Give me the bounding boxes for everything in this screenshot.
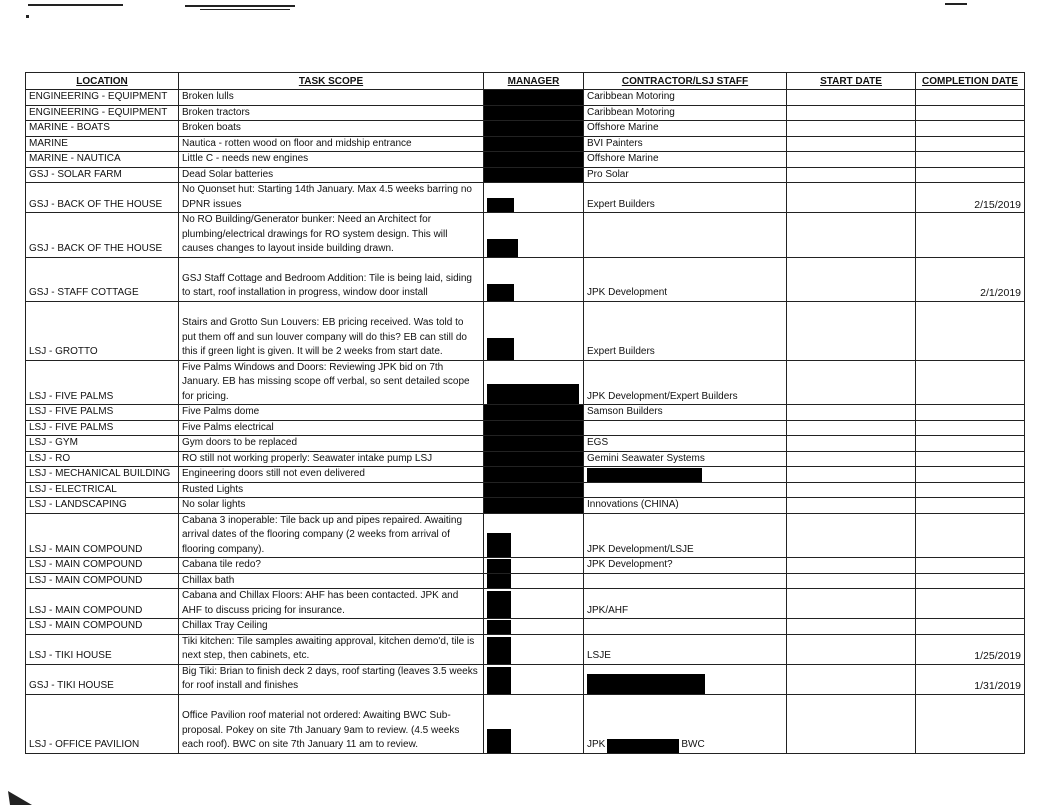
manager-redacted-cell xyxy=(484,152,584,168)
manager-redaction-block xyxy=(487,198,514,212)
start-date-cell xyxy=(787,405,916,421)
manager-redacted-cell xyxy=(484,121,584,137)
manager-redaction-block xyxy=(487,574,511,588)
start-date-cell xyxy=(787,694,916,753)
scan-artifact-line xyxy=(185,5,295,7)
scope-cell: Cabana and Chillax Floors: AHF has been contacted. JPK and AHF to discuss pricing for insurance. xyxy=(179,589,484,619)
table-row xyxy=(26,558,1025,574)
manager-cell xyxy=(484,558,584,574)
start-date-cell xyxy=(787,436,916,452)
contractor-redaction-block xyxy=(607,739,679,753)
scope-cell: Cabana 3 inoperable: Tile back up and pipes repaired. Awaiting arrival dates of the flooring company (2 weeks from arrival of flooring company). xyxy=(179,513,484,558)
contractor-cell: Expert Builders xyxy=(584,301,787,360)
location-cell: LSJ - MAIN COMPOUND xyxy=(26,589,179,619)
manager-redacted-cell xyxy=(484,405,584,421)
contractor-text-tail: BWC xyxy=(681,739,705,750)
table-row xyxy=(26,513,1025,558)
table-row xyxy=(26,482,1025,498)
contractor-cell: EGS xyxy=(584,436,787,452)
header-row xyxy=(26,73,1025,90)
scope-cell: Tiki kitchen: Tile samples awaiting approval, kitchen demo'd, tile is next step, then cabinets, etc. xyxy=(179,634,484,664)
manager-redaction-block xyxy=(487,384,579,404)
start-date-cell xyxy=(787,121,916,137)
manager-redacted-cell xyxy=(484,136,584,152)
table-row xyxy=(26,420,1025,436)
contractor-cell: Expert Builders xyxy=(584,183,787,213)
contractor-cell xyxy=(584,664,787,694)
contractor-cell: Innovations (CHINA) xyxy=(584,498,787,514)
scope-cell: No RO Building/Generator bunker: Need an Architect for plumbing/electrical drawings for RO system design. This will causes changes to layout inside building drawn. xyxy=(179,213,484,258)
table-row xyxy=(26,467,1025,483)
table-row xyxy=(26,257,1025,301)
header-location: LOCATION xyxy=(26,73,179,90)
completion-date-cell xyxy=(916,301,1025,360)
task-table xyxy=(25,72,1025,754)
completion-date-cell xyxy=(916,573,1025,589)
completion-date-cell xyxy=(916,558,1025,574)
scope-cell: Cabana tile redo? xyxy=(179,558,484,574)
contractor-redaction-block xyxy=(587,674,705,694)
completion-date-cell: 2/15/2019 xyxy=(916,183,1025,213)
location-cell: LSJ - MAIN COMPOUND xyxy=(26,573,179,589)
manager-redaction-block xyxy=(487,667,511,694)
start-date-cell xyxy=(787,513,916,558)
contractor-cell: Pro Solar xyxy=(584,167,787,183)
location-cell: LSJ - FIVE PALMS xyxy=(26,420,179,436)
scope-cell: Broken tractors xyxy=(179,105,484,121)
contractor-cell: LSJE xyxy=(584,634,787,664)
completion-date-cell xyxy=(916,152,1025,168)
contractor-cell xyxy=(584,694,787,753)
table-row xyxy=(26,167,1025,183)
contractor-cell: JPK Development/Expert Builders xyxy=(584,360,787,405)
manager-redacted-cell xyxy=(484,482,584,498)
contractor-text: JPK xyxy=(587,739,606,750)
completion-date-cell xyxy=(916,482,1025,498)
completion-date-cell: 1/31/2019 xyxy=(916,664,1025,694)
table-row xyxy=(26,619,1025,635)
scope-cell: Five Palms electrical xyxy=(179,420,484,436)
manager-cell xyxy=(484,664,584,694)
manager-redacted-cell xyxy=(484,498,584,514)
header-contractor: CONTRACTOR/LSJ STAFF xyxy=(584,73,787,90)
table-row xyxy=(26,183,1025,213)
header-manager: MANAGER xyxy=(484,73,584,90)
location-cell: LSJ - ELECTRICAL xyxy=(26,482,179,498)
scope-cell: Office Pavilion roof material not ordered: Awaiting BWC Sub-proposal. Pokey on site 7th January 9am to review. (4.5 weeks each roof). BWC on site 7th January 11 am to review. xyxy=(179,694,484,753)
location-cell: LSJ - GROTTO xyxy=(26,301,179,360)
table-row xyxy=(26,152,1025,168)
start-date-cell xyxy=(787,619,916,635)
contractor-cell: Caribbean Motoring xyxy=(584,90,787,106)
table-row xyxy=(26,213,1025,258)
start-date-cell xyxy=(787,558,916,574)
scope-cell: Dead Solar batteries xyxy=(179,167,484,183)
completion-date-cell xyxy=(916,121,1025,137)
contractor-cell: JPK Development/LSJE xyxy=(584,513,787,558)
manager-redacted-cell xyxy=(484,436,584,452)
start-date-cell xyxy=(787,420,916,436)
scope-cell: Big Tiki: Brian to finish deck 2 days, roof starting (leaves 3.5 weeks for roof install and finishes xyxy=(179,664,484,694)
scope-cell: Broken lulls xyxy=(179,90,484,106)
corner-fold-mark xyxy=(6,789,34,807)
scope-cell: Chillax Tray Ceiling xyxy=(179,619,484,635)
scope-cell: Five Palms Windows and Doors: Reviewing JPK bid on 7th January. EB has missing scope off verbal, so sent detailed scope for pricing. xyxy=(179,360,484,405)
location-cell: LSJ - FIVE PALMS xyxy=(26,360,179,405)
table-row xyxy=(26,405,1025,421)
contractor-cell: Offshore Marine xyxy=(584,152,787,168)
contractor-cell xyxy=(584,420,787,436)
scope-cell: Chillax bath xyxy=(179,573,484,589)
location-cell: MARINE xyxy=(26,136,179,152)
location-cell: LSJ - RO xyxy=(26,451,179,467)
location-cell: LSJ - MAIN COMPOUND xyxy=(26,513,179,558)
manager-redacted-cell xyxy=(484,105,584,121)
manager-redaction-block xyxy=(487,637,511,664)
completion-date-cell xyxy=(916,498,1025,514)
location-cell: LSJ - OFFICE PAVILION xyxy=(26,694,179,753)
start-date-cell xyxy=(787,136,916,152)
manager-cell xyxy=(484,589,584,619)
manager-cell xyxy=(484,694,584,753)
manager-redaction-block xyxy=(487,591,511,618)
manager-redacted-cell xyxy=(484,467,584,483)
header-start-date: START DATE xyxy=(787,73,916,90)
contractor-cell: JPK/AHF xyxy=(584,589,787,619)
scope-cell: Broken boats xyxy=(179,121,484,137)
completion-date-cell: 1/25/2019 xyxy=(916,634,1025,664)
contractor-cell: Gemini Seawater Systems xyxy=(584,451,787,467)
start-date-cell xyxy=(787,152,916,168)
location-cell: LSJ - LANDSCAPING xyxy=(26,498,179,514)
scope-cell: Stairs and Grotto Sun Louvers: EB pricing received. Was told to put them off and sun louver company will do this? EB can still do this if green light is given. It will be 2 weeks from start date. xyxy=(179,301,484,360)
scope-cell: Engineering doors still not even delivered xyxy=(179,467,484,483)
table-row xyxy=(26,105,1025,121)
table-row xyxy=(26,360,1025,405)
start-date-cell xyxy=(787,360,916,405)
scope-cell: Little C - needs new engines xyxy=(179,152,484,168)
location-cell: ENGINEERING - EQUIPMENT xyxy=(26,90,179,106)
table-row xyxy=(26,90,1025,106)
completion-date-cell xyxy=(916,694,1025,753)
start-date-cell xyxy=(787,589,916,619)
start-date-cell xyxy=(787,634,916,664)
completion-date-cell xyxy=(916,405,1025,421)
scope-cell: Gym doors to be replaced xyxy=(179,436,484,452)
completion-date-cell xyxy=(916,420,1025,436)
table-row xyxy=(26,573,1025,589)
scan-artifact-line xyxy=(200,9,290,10)
scan-artifact-line xyxy=(945,3,967,5)
contractor-cell: JPK Development xyxy=(584,257,787,301)
location-cell: GSJ - TIKI HOUSE xyxy=(26,664,179,694)
scope-cell: RO still not working properly: Seawater intake pump LSJ xyxy=(179,451,484,467)
manager-cell xyxy=(484,513,584,558)
scan-artifact-dot xyxy=(26,15,29,18)
location-cell: LSJ - GYM xyxy=(26,436,179,452)
start-date-cell xyxy=(787,257,916,301)
start-date-cell xyxy=(787,183,916,213)
manager-cell xyxy=(484,634,584,664)
contractor-cell: BVI Painters xyxy=(584,136,787,152)
header-task-scope: TASK SCOPE xyxy=(179,73,484,90)
completion-date-cell xyxy=(916,513,1025,558)
manager-redaction-block xyxy=(487,559,511,573)
scope-cell: GSJ Staff Cottage and Bedroom Addition: Tile is being laid, siding to start, roof installation in progress, window door install xyxy=(179,257,484,301)
manager-redaction-block xyxy=(487,533,511,557)
contractor-cell: Caribbean Motoring xyxy=(584,105,787,121)
completion-date-cell xyxy=(916,619,1025,635)
start-date-cell xyxy=(787,90,916,106)
location-cell: GSJ - BACK OF THE HOUSE xyxy=(26,213,179,258)
location-cell: GSJ - BACK OF THE HOUSE xyxy=(26,183,179,213)
table-row xyxy=(26,451,1025,467)
scope-cell: No Quonset hut: Starting 14th January. Max 4.5 weeks barring no DPNR issues xyxy=(179,183,484,213)
completion-date-cell xyxy=(916,451,1025,467)
completion-date-cell: 2/1/2019 xyxy=(916,257,1025,301)
manager-redaction-block xyxy=(487,239,518,257)
completion-date-cell xyxy=(916,136,1025,152)
start-date-cell xyxy=(787,213,916,258)
start-date-cell xyxy=(787,467,916,483)
contractor-redaction-block xyxy=(587,468,702,482)
scan-artifact-line xyxy=(28,4,123,6)
manager-redacted-cell xyxy=(484,420,584,436)
start-date-cell xyxy=(787,498,916,514)
manager-redaction-block xyxy=(487,620,511,634)
table-row xyxy=(26,634,1025,664)
start-date-cell xyxy=(787,451,916,467)
location-cell: MARINE - BOATS xyxy=(26,121,179,137)
scope-cell: Rusted Lights xyxy=(179,482,484,498)
header-completion-date: COMPLETION DATE xyxy=(916,73,1025,90)
manager-cell xyxy=(484,573,584,589)
table-row xyxy=(26,436,1025,452)
contractor-cell xyxy=(584,619,787,635)
start-date-cell xyxy=(787,664,916,694)
table-row xyxy=(26,136,1025,152)
location-cell: LSJ - MECHANICAL BUILDING xyxy=(26,467,179,483)
manager-redacted-cell xyxy=(484,451,584,467)
contractor-cell: Samson Builders xyxy=(584,405,787,421)
table-row xyxy=(26,664,1025,694)
table-row xyxy=(26,301,1025,360)
location-cell: MARINE - NAUTICA xyxy=(26,152,179,168)
manager-redaction-block xyxy=(487,338,514,360)
start-date-cell xyxy=(787,167,916,183)
manager-cell xyxy=(484,619,584,635)
location-cell: GSJ - STAFF COTTAGE xyxy=(26,257,179,301)
contractor-cell xyxy=(584,573,787,589)
completion-date-cell xyxy=(916,213,1025,258)
manager-redaction-block xyxy=(487,729,511,753)
manager-redaction-block xyxy=(487,284,514,301)
contractor-cell xyxy=(584,467,787,483)
location-cell: LSJ - MAIN COMPOUND xyxy=(26,558,179,574)
start-date-cell xyxy=(787,105,916,121)
table-row xyxy=(26,694,1025,753)
manager-redacted-cell xyxy=(484,167,584,183)
contractor-cell: JPK Development? xyxy=(584,558,787,574)
start-date-cell xyxy=(787,573,916,589)
completion-date-cell xyxy=(916,90,1025,106)
manager-cell xyxy=(484,360,584,405)
contractor-cell xyxy=(584,482,787,498)
location-cell: ENGINEERING - EQUIPMENT xyxy=(26,105,179,121)
manager-redacted-cell xyxy=(484,90,584,106)
manager-cell xyxy=(484,213,584,258)
manager-cell xyxy=(484,257,584,301)
manager-cell xyxy=(484,183,584,213)
location-cell: GSJ - SOLAR FARM xyxy=(26,167,179,183)
manager-cell xyxy=(484,301,584,360)
completion-date-cell xyxy=(916,360,1025,405)
completion-date-cell xyxy=(916,167,1025,183)
completion-date-cell xyxy=(916,467,1025,483)
table-row xyxy=(26,589,1025,619)
start-date-cell xyxy=(787,482,916,498)
contractor-cell: Offshore Marine xyxy=(584,121,787,137)
completion-date-cell xyxy=(916,436,1025,452)
scope-cell: Nautica - rotten wood on floor and midship entrance xyxy=(179,136,484,152)
table-row xyxy=(26,498,1025,514)
location-cell: LSJ - FIVE PALMS xyxy=(26,405,179,421)
location-cell: LSJ - MAIN COMPOUND xyxy=(26,619,179,635)
location-cell: LSJ - TIKI HOUSE xyxy=(26,634,179,664)
completion-date-cell xyxy=(916,589,1025,619)
table-row xyxy=(26,121,1025,137)
contractor-cell xyxy=(584,213,787,258)
scope-cell: No solar lights xyxy=(179,498,484,514)
completion-date-cell xyxy=(916,105,1025,121)
start-date-cell xyxy=(787,301,916,360)
scope-cell: Five Palms dome xyxy=(179,405,484,421)
